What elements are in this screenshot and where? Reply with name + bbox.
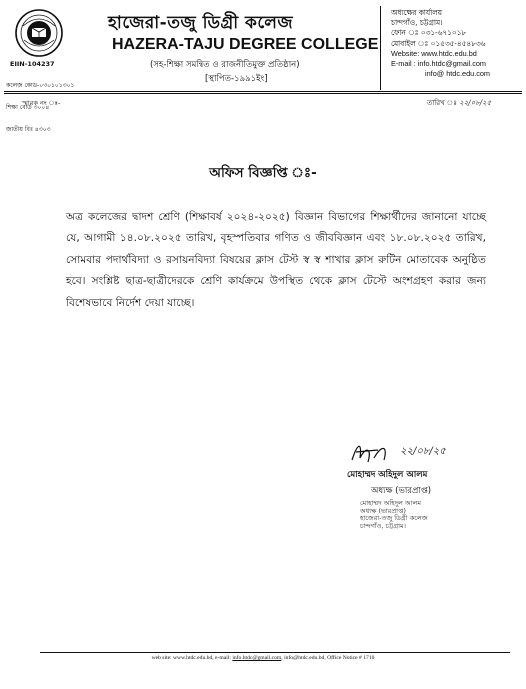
website: Website: www.htdc.edu.bd [391, 48, 477, 58]
address: চান্দগাঁও, চট্টগ্রাম। [391, 18, 443, 28]
college-tagline: (সহ-শিক্ষা সমন্বিত ও রাজনীতিমুক্ত প্রতিষ্ঠান) [150, 60, 300, 70]
contact-block [391, 8, 490, 79]
university-code: জাতীয় বিঃ ৪৩০৩ [6, 125, 51, 133]
header-divider [380, 6, 381, 90]
college-name-bengali: হাজেরা-তজু ডিগ্রী কলেজ [108, 13, 294, 33]
footer [0, 655, 526, 661]
college-code: কলেজ কোড-০৩০১০১৩০১ [6, 82, 75, 90]
eiin-number: EIIN-104237 [10, 60, 55, 68]
stamp-line: অধ্যক্ষ (ভারপ্রাপ্ত) [360, 506, 406, 515]
notice-body: অত্র কলেজের দ্বাদশ শ্রেণি (শিক্ষাবর্ষ ২০২৪-২০২৫) বিজ্ঞান বিভাগের শিক্ষার্থীদের জানানো যাচ্ছে যে, আগামী ১৪.০৮.২০২৫ তারিখ, বৃহস্পতিবার গণিত ও জীববিজ্ঞান এবং ১৮.০৮.২০২৫ তারিখ, সোমবার পদার্থবিদ্যা ও রসায়নবিদ্যা বিষয়ের ক্লাস টেস্ট স্ব স্ব শাখার ক্লাস রুটিন মোতাবেক অনুষ্ঠিত হবে। সংশ্লিষ্ট ছাত্র-ছাত্রীদেরকে শ্রেণি কার্যক্রমে উপস্থিত থেকে ক্লাস টেস্টে অংশগ্রহণ করার জন্য বিশেষভাবে নির্দেশ দেয়া যাচ্ছে। [66, 211, 486, 309]
header-rule-bottom [4, 93, 522, 94]
header-rule-top [4, 91, 522, 92]
college-name-english: HAZERA-TAJU DEGREE COLLEGE [112, 36, 379, 53]
notice-title: অফিস বিজ্ঞপ্তি ঃ- [209, 165, 317, 181]
memo-date [427, 97, 491, 109]
board-code: শিক্ষা বোর্ড ৩০০৪ [6, 104, 50, 112]
date-value: ২২/০৮/২৫ [459, 99, 492, 107]
footer-rule [40, 652, 510, 653]
stamp-line: মোহাম্মদ অহিদুল আলম [360, 499, 422, 507]
signatory-name: মোহাম্মদ অহিদুল আলম [347, 470, 428, 480]
phone: ফোন ঃ ০৩১-৬৭১০১৮ [391, 28, 467, 38]
established-year: [স্থাপিত-১৯৯১ইং] [205, 74, 268, 84]
mobile: মোবাইল ঃ ০১৫৩৫-৪৫৪৮৩৬ [391, 38, 486, 48]
signature-date: ২২/০৮/২৫ [400, 446, 446, 457]
official-stamp [360, 500, 428, 530]
signatory-role: অধ্যক্ষ (ভারপ্রাপ্ত) [371, 486, 432, 496]
stamp-line: হাজেরা-তজু ডিগ্রী কলেজ [360, 514, 428, 523]
office-label: অধ্যক্ষের কার্যালয় [391, 8, 442, 17]
footer-rest: , info@htdc.edu.bd, Office Notice # 1710 [281, 655, 375, 661]
email-secondary: info@ htdc.edu.com [425, 69, 491, 79]
footer-email-link[interactable]: info.htdc@gmail.com [232, 655, 282, 661]
signature-mark [348, 440, 400, 466]
college-logo [14, 8, 64, 58]
memo-reference: স্মারক নং ঃ- [22, 99, 61, 107]
stamp-line: চান্দগাঁও, চট্টগ্রাম। [360, 521, 406, 530]
email: E-mail : info.htdc@gmail.com [391, 59, 486, 69]
date-label: তারিখ ঃ [427, 99, 457, 107]
footer-website: web site: www.htdc.edu.bd, e-mail: [151, 655, 231, 661]
